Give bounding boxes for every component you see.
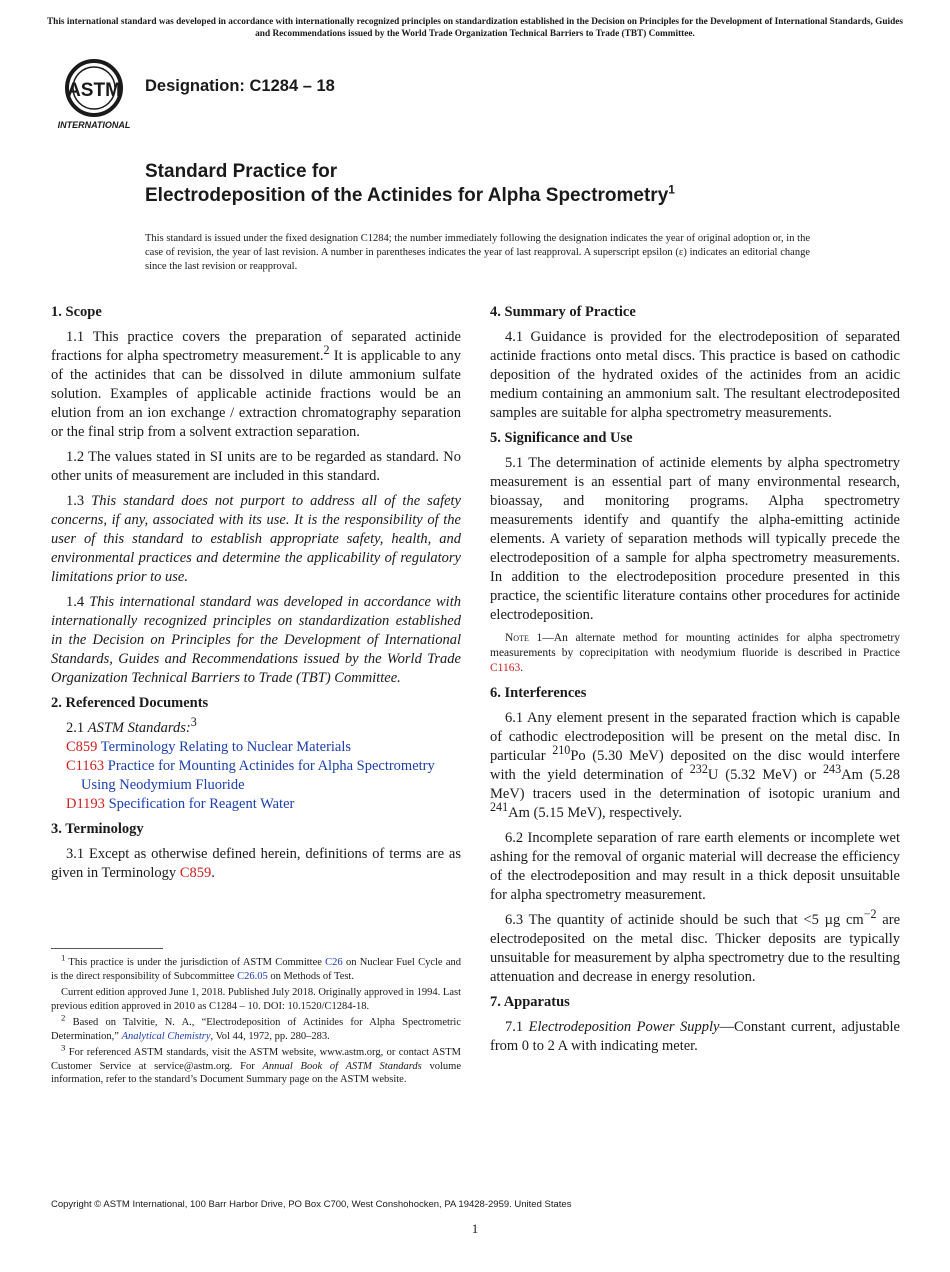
document-title [145, 160, 905, 208]
link-c859[interactable]: C859 [179, 865, 212, 881]
paragraph-7-1: 7.1 Electrodeposition Power Supply—Constant current, adjustable from 0 to 2 A with indicating meter. [490, 1019, 900, 1054]
footnote-1-edition: Current edition approved June 1, 2018. Published July 2018. Originally approved in 1994. Last previous edition approved in 2010 as C1284 – 10. DOI: 10.1520/C1284-18. [51, 987, 461, 1012]
section-significance [490, 429, 900, 676]
section-heading: 1. Scope [51, 304, 102, 320]
section-summary [490, 303, 900, 423]
paragraph-3-1: 3.1 Except as otherwise defined herein, definitions of terms are as given in Terminology C859. [51, 846, 461, 881]
logo-wordmark: INTERNATIONAL [57, 120, 131, 130]
link-c1163[interactable]: C1163 [490, 662, 521, 674]
note-1: Note 1—An alternate method for mounting actinides for alpha spectrometry measurements by coprecipitation with neodymium fluoride is described in Practice C1163. [490, 632, 900, 674]
paragraph-6-3: 6.3 The quantity of actinide should be such that <5 µg $cm^{-2}$ are electrodeposited on the metal disc. Thicker deposits are typically unsuitable for measurement by alpha spectrometry due to the resulting attenuation and decrease in energy resolution. [490, 907, 901, 985]
paragraph-1-4: 1.4 This international standard was developed in accordance with internationally recognized principles on standardization established in the Decision on Principles for the Development of International Standards, Guides and Recommendations issued by the World Trade Organization Technical Barriers to Trade (TBT) Committee. [51, 594, 461, 686]
paragraph-5-1: 5.1 The determination of actinide elements by alpha spectrometry measurement is an essential part of many environmental research, bioassay, and monitoring programs. Alpha spectrometry measurements identify and quantify the alpha-emitting actinide elements. A variety of separation methods will typically precede the electrodeposition of a sample for alpha spectrometry measurements. In addition to the electrodeposition procedure presented in this practice, the scientific literature contains other procedures for actinide electrodeposition. [490, 455, 900, 623]
section-scope [51, 303, 461, 688]
paragraph-6-1: 6.1 Any element present in the separated fraction which is capable of cathodic electrodeposition will be present on the metal disc. In particular $^{210}$Po (5.30 MeV) deposited on the disc would interfere with the yield determination of $^{232}$U (5.32 MeV) or $^{243}$Am (5.28 MeV) tracers used in the determination of isotopic uranium and $^{241}$Am (5.15 MeV), respectively. [490, 710, 900, 821]
logo-mark: ASTM [67, 80, 121, 101]
title-line-1: Standard Practice for [145, 161, 338, 182]
footnote-divider [51, 948, 163, 949]
paragraph-1-1: 1.1 This practice covers the preparation of separated actinide fractions for alpha spectrometry measurement.$^2$ It is applicable to any of the actinides that can be dissolved in dilute ammonium sulfate solution. Examples of applicable actinide fractions would be an elution from an ion exchange / extraction chromatography separation or the final strip from a solvent extraction separation. [51, 329, 461, 440]
section-terminology [51, 820, 461, 883]
paragraph-4-1: 4.1 Guidance is provided for the electrodeposition of separated actinide fractions onto metal discs. This practice is based on cathodic deposition of the hydrated oxides of the actinides from an acidic medium containing an ammonium salt. The resultant electrodeposited samples are suitable for alpha spectrometry measurements. [490, 329, 900, 421]
astm-logo [54, 58, 134, 130]
title-line-2 [145, 184, 905, 208]
section-heading: 2. Referenced Documents [51, 695, 209, 711]
reference-d1193[interactable]: D1193 Specification for Reagent Water [66, 796, 295, 812]
footnotes [51, 952, 461, 1090]
title-main: Electrodeposition of the Actinides for Alpha Spectrometry [145, 185, 669, 206]
section-heading: 6. Interferences [490, 685, 587, 701]
paragraph-2-1: 2.1 ASTM Standards:$^3$ [66, 715, 197, 736]
section-interferences [490, 684, 900, 987]
paragraph-1-2: 1.2 The values stated in SI units are to be regarded as standard. No other units of measurement are included in this standard. [51, 449, 461, 484]
section-apparatus [490, 993, 900, 1056]
footnote-1: $^1$ This practice is under the jurisdiction of ASTM Committee C26 on Nuclear Fuel Cycle and is the direct responsibility of Subcommittee C26.05 on Methods of Test. [51, 952, 461, 982]
section-referenced-documents [51, 694, 461, 814]
link-c26-05[interactable]: C26.05 [237, 970, 268, 982]
right-column [490, 303, 900, 1062]
section-heading: 7. Apparatus [490, 994, 570, 1010]
paragraph-6-2: 6.2 Incomplete separation of rare earth elements or incomplete wet ashing for the removal of organic material will decrease the efficiency of the electrodeposition and may result in a thick deposit unsuitable for alpha spectrometry measurement. [490, 830, 900, 903]
section-heading: 4. Summary of Practice [490, 304, 636, 320]
footnote-2: $^2$ Based on Talvitie, N. A., “Electrodeposition of Actinides for Alpha Spectrometric Determination,” Analytical Chemistry, Vol 44, 1972, pp. 280–283. [51, 1012, 461, 1042]
link-analytical-chemistry[interactable]: Analytical Chemistry [121, 1030, 211, 1042]
page-number: 1 [471, 1221, 479, 1236]
link-c26[interactable]: C26 [325, 957, 343, 968]
paragraph-1-3: 1.3 This standard does not purport to address all of the safety concerns, if any, associated with its use. It is the responsibility of the user of this standard to establish appropriate safety, health, and environmental practices and determine the applicability of regulatory limitations prior to use. [51, 493, 461, 585]
reference-c1163[interactable]: C1163 Practice for Mounting Actinides for Alpha Spectrometry Using Neodymium Fluoride [66, 758, 435, 793]
footnote-3: $^3$ For referenced ASTM standards, visit the ASTM website, www.astm.org, or contact ASTM Customer Service at service@astm.org. For Annual Book of ASTM Standards volume information, refer to the standard’s Document Summary page on the ASTM website. [51, 1042, 461, 1085]
section-heading: 5. Significance and Use [490, 430, 633, 446]
copyright-notice: Copyright © ASTM International, 100 Barr Harbor Drive, PO Box C700, West Conshohocken, PA 19428-2959. United States [51, 1199, 572, 1210]
section-heading: 3. Terminology [51, 821, 144, 837]
title-footnote-ref: 1 [668, 182, 675, 197]
reference-c859[interactable]: C859 Terminology Relating to Nuclear Materials [66, 739, 352, 755]
designation: Designation: C1284 – 18 [145, 77, 335, 95]
left-column [51, 303, 461, 889]
tbt-banner: This international standard was developed in accordance with internationally recognized principles on standardization established in the Decision on Principles for the Development of International Standards, Guides and Recommendations issued by the World Trade Organization Technical Barriers to Trade (TBT) Committee. [46, 17, 904, 39]
issuance-note: This standard is issued under the fixed designation C1284; the number immediately following the designation indicates the year of original adoption or, in the case of revision, the year of last revision. A number in parentheses indicates the year of last reapproval. A superscript epsilon (ε) indicates an editorial change since the last revision or reapproval. [145, 233, 810, 272]
